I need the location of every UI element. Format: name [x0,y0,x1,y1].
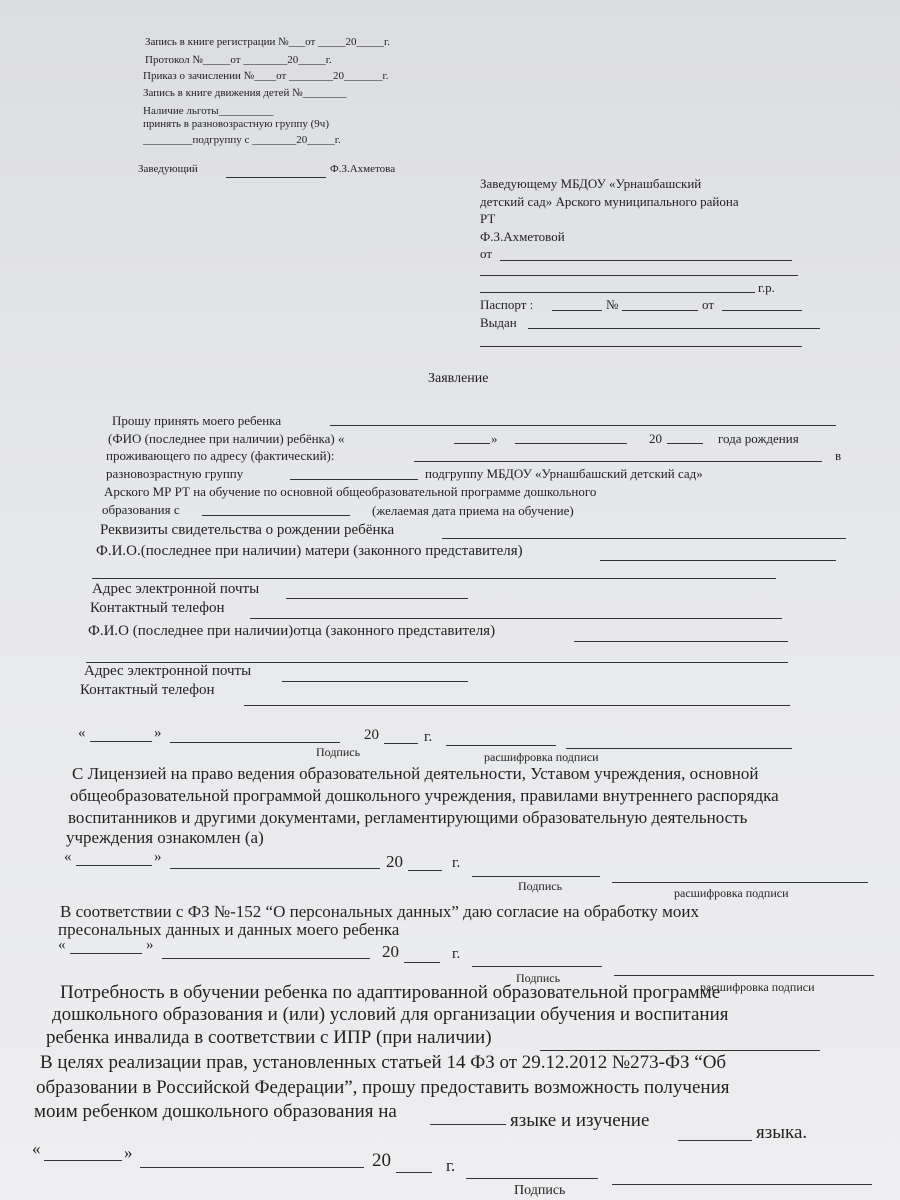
sig1-year: 20 [364,727,379,743]
start-date-field[interactable] [202,515,350,516]
father-email-field[interactable] [282,681,468,682]
birth-year-label-text: года рождения [718,431,799,446]
mother-name-field[interactable] [600,560,836,561]
sig2-sign-caption: Подпись [518,879,563,893]
birth-cert-label: Реквизиты свидетельства о рождении ребёнка [100,522,395,538]
addressee-from-label: от [480,246,493,261]
sig1-g: г. [424,729,433,745]
father-phone-field[interactable] [244,705,790,706]
protocol-line: Протокол №_____от ________20_____г. [145,54,332,66]
subgroup-line: _________подгруппу с ________20_____г. [143,134,341,146]
sig3-decode-caption: расшифровка подписи [700,980,815,994]
mother-email-field[interactable] [286,598,468,599]
sig4-close-quote: » [124,1143,133,1162]
license-line1: С Лицензией на право ведения образовательной деятельности, Уставом учреждения, основной [72,764,759,783]
start-date-label: образования с [102,502,180,517]
sig4-g: г. [446,1156,456,1175]
father-phone-label: Контактный телефон [80,682,215,698]
sig4-day-field[interactable] [44,1160,122,1161]
father-name-label: Ф.И.О (последнее при наличии)отца (законного представителя) [88,623,496,639]
sig2-year-field[interactable] [408,870,442,871]
group-field[interactable] [290,479,418,480]
head-name: Ф.З.Ахметова [330,163,396,175]
mother-phone-field[interactable] [250,618,782,619]
sig4-month-field[interactable] [140,1167,364,1168]
sig2-decode-caption: расшифровка подписи [674,886,789,900]
consent-line1: В соответствии с ФЗ №-152 “О персональных данных” даю согласие на обработку моих [60,902,700,921]
sig1-close-quote: » [154,725,162,741]
start-date-hint: (желаемая дата приема на обучение) [372,503,574,518]
sig2-month-field[interactable] [170,868,380,869]
passport-series-field[interactable] [552,310,602,311]
sig3-month-field[interactable] [162,958,370,959]
language-study-label: языке и изучение [510,1110,650,1131]
study-language-field[interactable] [678,1140,752,1141]
sig1-month-field[interactable] [170,742,340,743]
sig1-day-field[interactable] [90,741,152,742]
address-field[interactable] [414,461,822,462]
group-label: разновозрастную группу [106,466,244,481]
sig2-g: г. [452,855,461,871]
adapted-field[interactable] [540,1050,820,1051]
addressee-line1: Заведующему МБДОУ «Урнашбашский [480,176,702,191]
birth-year-prefix: 20 [649,431,662,446]
mother-name-label: Ф.И.О.(последнее при наличии) матери (законного представителя) [96,543,523,559]
sig4-year-field[interactable] [396,1172,432,1173]
passport-date-label: от [702,297,715,312]
language-field[interactable] [430,1124,506,1125]
from-name-field[interactable] [500,260,792,261]
passport-label: Паспорт : [480,297,534,312]
adapted-line2: дошкольного образования и (или) условий для организации обучения и воспитания [52,1004,729,1025]
sig3-open-quote: « [58,937,66,953]
sig1-signature-field[interactable] [446,745,556,746]
consent-line2: пресональных данных и данных моего ребенка [58,920,400,939]
issued-by-field[interactable] [528,328,820,329]
head-label: Заведующий [138,163,198,175]
benefits-line: Наличие льготы__________ [143,105,274,117]
license-line4: учреждения ознакомлен (а) [66,828,264,847]
sig2-open-quote: « [64,849,72,865]
address-in: в [835,448,842,463]
birth-day-field[interactable] [454,443,490,444]
accept-line: принять в разновозрастную группу (9ч) [143,118,329,130]
language-line2: образовании в Российской Федерации”, прошу предоставить возможность получения [36,1077,730,1098]
address-label: проживающего по адресу (фактический): [106,448,335,463]
order-line: Приказ о зачислении №____от ________20_______г. [143,70,389,82]
sig3-g: г. [452,946,461,962]
sig2-decode-field[interactable] [612,882,868,883]
sig3-day-field[interactable] [70,953,142,954]
addressee-line4: Ф.З.Ахметовой [480,229,565,244]
language-line3: моим ребенком дошкольного образования на [34,1101,397,1122]
quote-close: » [491,431,498,446]
sig4-sign-caption: Подпись [514,1183,566,1198]
mother-email-label: Адрес электронной почты [92,581,260,597]
adapted-line1: Потребность в обучении ребенка по адаптированной образовательной программе [60,982,721,1003]
passport-number-label: № [606,297,619,312]
sig3-sign-caption: Подпись [516,971,561,985]
child-name-label: Прошу принять моего ребенка [112,413,282,428]
child-name-field[interactable] [330,425,836,426]
sig3-year-field[interactable] [404,962,440,963]
passport-number-field[interactable] [622,310,698,311]
sig3-decode-field[interactable] [614,975,874,976]
mother-name-field-2[interactable] [92,578,776,579]
sig4-year: 20 [372,1150,391,1171]
sig2-signature-field[interactable] [472,876,600,877]
birth-year-suffix-field[interactable] [667,443,703,444]
language-line1: В целях реализации прав, установленных статьей 14 ФЗ от 29.12.2012 №273-ФЗ “Об [40,1052,727,1073]
father-name-field[interactable] [574,641,788,642]
sig3-year: 20 [382,942,399,961]
birth-year-label: г.р. [758,280,775,295]
birth-year-field[interactable] [480,292,755,293]
birth-cert-field[interactable] [442,538,846,539]
child-birth-label: (ФИО (последнее при наличии) ребёнка) « [108,431,345,446]
sig2-day-field[interactable] [76,865,152,866]
sig3-signature-field[interactable] [472,966,602,967]
sig1-decode-field[interactable] [566,748,792,749]
sig1-open-quote: « [78,725,86,741]
sig1-sign-caption: Подпись [316,745,361,759]
adapted-line3: ребенка инвалида в соответствии с ИПР (при наличии) [46,1027,492,1048]
addressee-line2: детский сад» Арского муниципального района [480,194,739,209]
license-line2: общеобразовательной программой дошкольного учреждения, правилами внутреннего распорядка [70,786,779,805]
subgroup-text: подгруппу МБДОУ «Урнашбашский детский сад» [425,466,703,481]
head-signature-blank[interactable] [226,177,326,178]
license-line3: воспитанников и другими документами, регламентирующими образовательную деятельность [68,808,748,827]
from-name-field-2[interactable] [480,275,798,276]
language-end: языка. [756,1122,808,1143]
birth-month-field[interactable] [515,443,627,444]
sig1-year-field[interactable] [384,743,418,744]
issued-by-field-2[interactable] [480,346,802,347]
father-email-label: Адрес электронной почты [84,663,252,679]
issued-label: Выдан [480,315,517,330]
sig1-decode-caption: расшифровка подписи [484,750,599,764]
sig4-signature-field[interactable] [466,1178,598,1179]
reg-book-line: Запись в книге регистрации №___от _____20_____г. [145,36,391,48]
movement-book-line: Запись в книге движения детей №________ [143,87,347,99]
program-line: Арского МР РТ на обучение по основной общеобразовательной программе дошкольного [104,484,597,499]
sig2-year: 20 [386,852,403,871]
sig2-close-quote: » [154,849,162,865]
sig4-decode-field[interactable] [612,1184,872,1185]
page-title: Заявление [428,371,489,386]
addressee-line3: РТ [480,211,496,226]
sig3-close-quote: » [146,937,154,953]
sig4-open-quote: « [32,1139,41,1158]
passport-date-field[interactable] [722,310,802,311]
mother-phone-label: Контактный телефон [90,600,225,616]
